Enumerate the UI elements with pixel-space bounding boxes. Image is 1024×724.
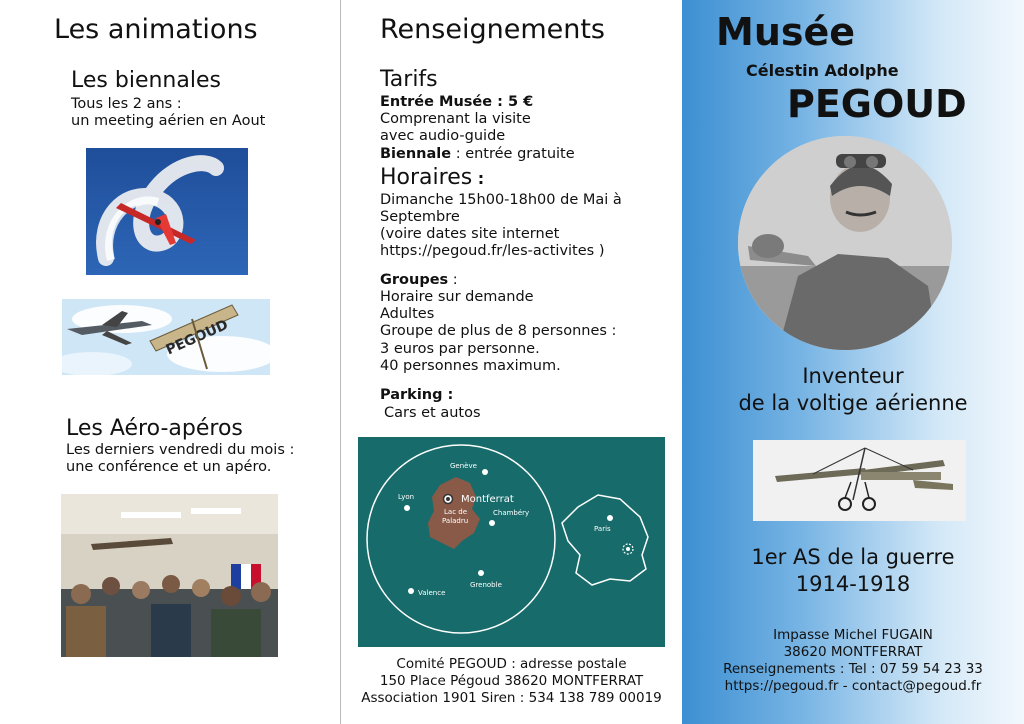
as-line-2: 1914-1918 <box>795 572 911 596</box>
tagline-line-2: de la voltige aérienne <box>738 391 968 415</box>
cover-title-pegoud: PEGOUD <box>787 82 967 126</box>
horaires-line-1: Dimanche 15h00-18h00 de Mai à <box>380 192 622 208</box>
biennales-line-1: Tous les 2 ans : <box>71 96 182 112</box>
lac-label-1: Lac de <box>444 508 468 516</box>
contact-line-4: https://pegoud.fr - contact@pegoud.fr <box>724 678 982 694</box>
groupes-line-1: Horaire sur demande <box>380 289 534 305</box>
tagline-line-1: Inventeur <box>802 364 904 388</box>
groupes-line-2: Adultes <box>380 306 435 322</box>
aero-apero-photo <box>61 494 278 657</box>
info-title: Renseignements <box>380 14 605 45</box>
city-montferrat: Montferrat <box>461 494 514 505</box>
entree-price: Entrée Musée : 5 € <box>380 94 534 110</box>
parking-text: Cars et autos <box>384 405 481 421</box>
horaires-line-2: Septembre <box>380 209 460 225</box>
tarifs-title: Tarifs <box>380 67 438 92</box>
groupes-line-4: 3 euros par personne. <box>380 341 540 357</box>
aero-line-1: Les derniers vendredi du mois : <box>66 442 295 458</box>
entree-line-2: avec audio-guide <box>380 128 506 144</box>
biennale-price: Biennale : entrée gratuite <box>380 146 575 162</box>
contact-line-2: 38620 MONTFERRAT <box>783 644 923 660</box>
address-line-3: Association 1901 Siren : 534 138 789 00019 <box>361 690 662 706</box>
aerobatic-photo <box>86 148 248 275</box>
cover-title-name: Célestin Adolphe <box>746 61 899 80</box>
city-valence: Valence <box>418 589 446 597</box>
groupes-label: Groupes : <box>380 272 458 288</box>
banner-photo <box>62 299 270 375</box>
france-outline <box>562 495 648 585</box>
bleriot-plane-photo <box>753 440 966 521</box>
biennales-line-2: un meeting aérien en Aout <box>71 113 266 129</box>
lac-label-2: Paladru <box>442 517 469 525</box>
contact-line-1: Impasse Michel FUGAIN <box>773 627 933 643</box>
horaires-line-4: https://pegoud.fr/les-activites ) <box>380 243 605 259</box>
aero-line-2: une conférence et un apéro. <box>66 459 272 475</box>
animations-title: Les animations <box>54 14 258 45</box>
as-line-1: 1er AS de la guerre <box>751 545 955 569</box>
groupes-line-3: Groupe de plus de 8 personnes : <box>380 323 617 339</box>
city-chambery: Chambéry <box>493 509 530 517</box>
cover-title-musee: Musée <box>716 10 856 54</box>
entree-line-1: Comprenant la visite <box>380 111 531 127</box>
address-line-2: 150 Place Pégoud 38620 MONTFERRAT <box>379 673 644 689</box>
horaires-line-3: (voire dates site internet <box>380 226 560 242</box>
address-line-1: Comité PEGOUD : adresse postale <box>396 656 627 672</box>
parking-label: Parking : <box>380 387 454 403</box>
groupes-line-5: 40 personnes maximum. <box>380 358 561 374</box>
city-paris: Paris <box>594 525 611 533</box>
contact-line-3: Renseignements : Tel : 07 59 54 23 33 <box>723 661 983 677</box>
city-geneve: Genève <box>450 462 477 470</box>
horaires-title: Horaires : <box>380 165 485 190</box>
pilot-portrait <box>738 136 952 350</box>
city-lyon: Lyon <box>398 493 415 501</box>
city-grenoble: Grenoble <box>470 581 502 589</box>
aero-title: Les Aéro-apéros <box>66 416 243 441</box>
location-map <box>358 437 665 647</box>
biennales-title: Les biennales <box>71 68 221 93</box>
